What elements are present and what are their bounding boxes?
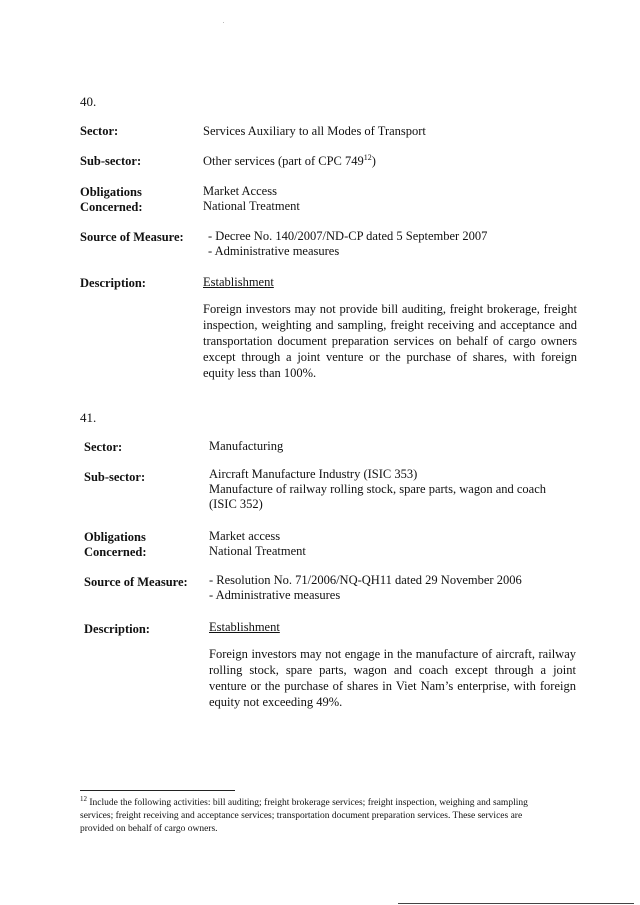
footnote	[80, 794, 556, 836]
scan-speck	[223, 22, 224, 23]
obligations-label-line: Obligations	[80, 185, 142, 199]
description-text: Foreign investors may not provide bill auditing, freight brokerage, freight inspection, weighting and sampling, freight receiving and acceptance and transportation document preparation services on behalf of cargo owners except through a joint venture or the purchase of shares, with foreign equity less than 100%.	[203, 302, 577, 380]
entry-number: 40.	[80, 94, 97, 109]
sector-value: Services Auxiliary to all Modes of Transport	[203, 124, 426, 138]
source-value	[208, 229, 487, 259]
source-label: Source of Measure:	[80, 230, 184, 244]
source-item: - Resolution No. 71/2006/NQ-QH11 dated 29 November 2006	[209, 573, 522, 587]
obligations-label-line: Obligations	[84, 530, 146, 544]
footnote-divider	[80, 790, 235, 791]
obligation-item: Market Access	[203, 184, 277, 198]
obligation-item: National Treatment	[203, 199, 300, 213]
source-item: - Administrative measures	[209, 588, 341, 602]
subsector-label: Sub-sector:	[80, 154, 142, 168]
source-label: Source of Measure:	[84, 575, 188, 589]
sector-label: Sector:	[80, 124, 119, 138]
footnote-ref: 12	[363, 152, 372, 162]
obligations-label-line: Concerned:	[80, 200, 143, 214]
description-heading: Establishment	[209, 620, 280, 634]
subsector-line: Manufacture of railway rolling stock, spare parts, wagon and coach	[209, 482, 547, 496]
source-item: - Administrative measures	[208, 244, 340, 258]
description-label: Description:	[84, 622, 150, 636]
obligations-label	[80, 185, 143, 215]
description-text: Foreign investors may not engage in the manufacture of aircraft, railway rolling stock, spare parts, wagon and coach except through a joint venture or the purchase of shares in Viet Nam’s enterprise, with foreign equity not exceeding 49%.	[209, 647, 576, 709]
subsector-value	[203, 154, 376, 169]
footnote-text: Include the following activities: bill auditing; freight brokerage services; freight inspection, weighing and sampling services; freight receiving and acceptance services; transportation document preparation services. These services are provided on behalf of cargo owners.	[80, 798, 528, 834]
subsector-line: (ISIC 352)	[209, 497, 263, 511]
subsector-line: Aircraft Manufacture Industry (ISIC 353)	[209, 467, 418, 481]
entry-number: 41.	[80, 410, 97, 425]
subsector-label: Sub-sector:	[84, 470, 146, 484]
obligations-value	[209, 529, 306, 559]
subsector-value	[209, 467, 546, 512]
obligations-label-line: Concerned:	[84, 545, 147, 559]
source-item: - Decree No. 140/2007/ND-CP dated 5 September 2007	[208, 229, 488, 243]
obligation-item: Market access	[209, 529, 281, 543]
obligations-value	[203, 184, 300, 214]
obligations-label	[84, 530, 147, 560]
source-value	[209, 573, 522, 603]
description-label: Description:	[80, 276, 146, 290]
sector-value: Manufacturing	[209, 439, 284, 453]
bottom-edge-line	[398, 903, 634, 904]
subsector-text: Other services (part of CPC 749	[203, 154, 364, 168]
obligation-item: National Treatment	[209, 544, 306, 558]
description-heading: Establishment	[203, 275, 274, 289]
footnote-number: 12	[80, 794, 87, 803]
sector-label: Sector:	[84, 440, 123, 454]
subsector-close: )	[371, 154, 376, 168]
